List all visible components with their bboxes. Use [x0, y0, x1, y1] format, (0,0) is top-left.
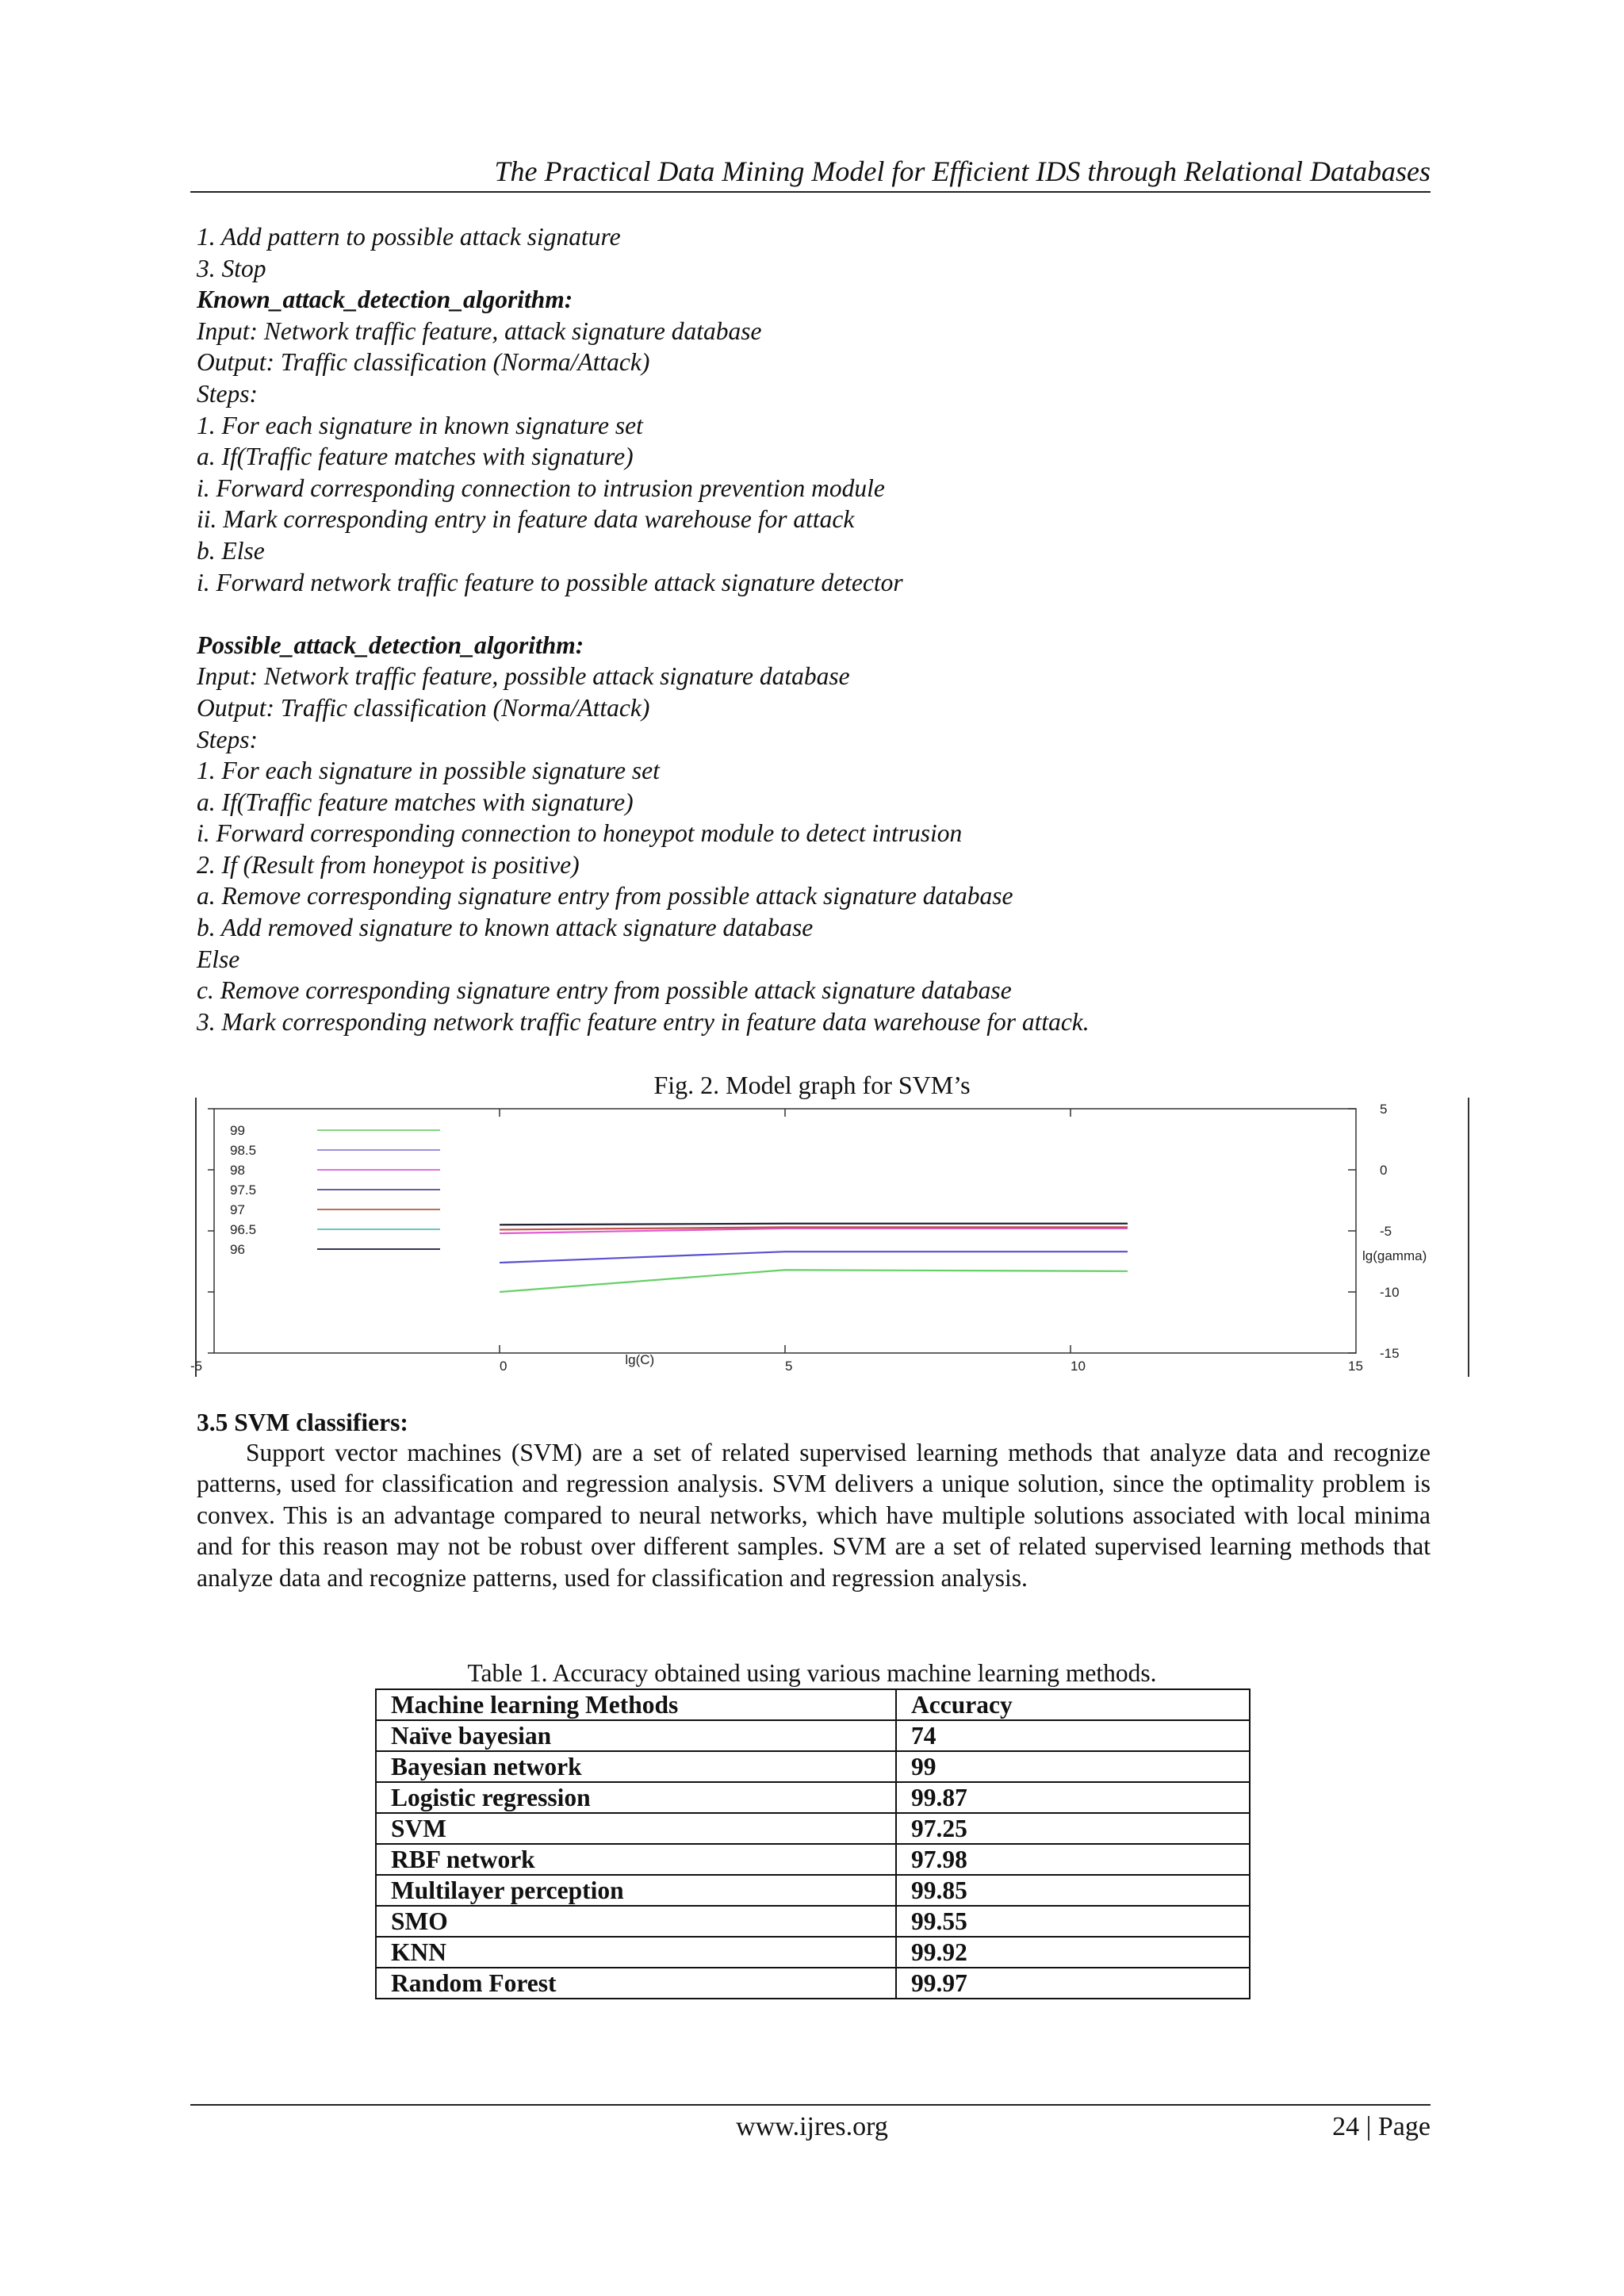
algorithm-line: a. If(Traffic feature matches with signature)	[197, 788, 634, 816]
algorithm-line: Else	[197, 945, 240, 973]
section-heading: 3.5 SVM classifiers:	[197, 1409, 408, 1436]
table-row	[376, 1875, 1250, 1906]
y-axis-label: lg(gamma)	[1362, 1248, 1427, 1263]
svm-model-chart-svg	[182, 1098, 1475, 1379]
algorithm-line: 3. Mark corresponding network traffic feature entry in feature data warehouse for attack.	[197, 1007, 1090, 1036]
accuracy-cell: 99	[896, 1751, 1250, 1782]
y-tick-label: 0	[1380, 1163, 1388, 1178]
table-row	[376, 1720, 1250, 1751]
running-header: The Practical Data Mining Model for Efficient IDS through Relational Databases	[494, 155, 1431, 187]
method-cell: Random Forest	[376, 1968, 896, 1999]
algorithm-line: Input: Network traffic feature, possible attack signature database	[197, 662, 850, 691]
legend-label: 96	[230, 1242, 245, 1257]
legend-label: 96.5	[230, 1222, 257, 1237]
accuracy-cell: 99.85	[896, 1875, 1250, 1906]
y-tick-label: 5	[1380, 1102, 1388, 1117]
legend-label: 97.5	[230, 1182, 257, 1198]
algorithm-line: 1. For each signature in known signature set	[197, 411, 643, 439]
figure-caption: Fig. 2. Model graph for SVM’s	[653, 1071, 971, 1099]
method-cell: KNN	[376, 1937, 896, 1968]
table-caption: Table 1. Accuracy obtained using various machine learning methods.	[467, 1659, 1157, 1687]
algorithm-line: a. Remove corresponding signature entry from possible attack signature database	[197, 882, 1013, 910]
legend-label: 98.5	[230, 1143, 257, 1158]
algorithm-line: c. Remove corresponding signature entry from possible attack signature database	[197, 976, 1012, 1005]
algorithm-line: Steps:	[197, 725, 258, 753]
y-tick-label: -5	[1380, 1224, 1392, 1239]
x-tick-label: 10	[1071, 1359, 1086, 1374]
table-row	[376, 1782, 1250, 1813]
blank-line	[197, 598, 1434, 630]
table-row	[376, 1968, 1250, 1999]
algorithm-line: Output: Traffic classification (Norma/Attack)	[197, 348, 650, 377]
table-header-row	[376, 1689, 1250, 1720]
accuracy-cell: 99.92	[896, 1937, 1250, 1968]
table-header-cell: Accuracy	[896, 1689, 1250, 1720]
method-cell: SVM	[376, 1813, 896, 1844]
known-algorithm-title: Known_attack_detection_algorithm:	[197, 286, 573, 314]
x-tick-label: 0	[500, 1359, 508, 1374]
footer-page-number: 24 | Page	[1332, 2112, 1431, 2141]
algorithm-line: ii. Mark corresponding entry in feature data warehouse for attack	[197, 505, 855, 534]
algorithm-line: b. Add removed signature to known attack signature database	[197, 914, 814, 942]
table-row	[376, 1813, 1250, 1844]
algorithm-line: i. Forward corresponding connection to honeypot module to detect intrusion	[197, 819, 963, 848]
table-row	[376, 1751, 1250, 1782]
algorithm-line: i. Forward corresponding connection to intrusion prevention module	[197, 473, 885, 502]
x-tick-label: -5	[190, 1359, 203, 1374]
algorithm-line: 1. For each signature in possible signature set	[197, 757, 660, 785]
method-cell: Logistic regression	[376, 1782, 896, 1813]
algorithm-line: Output: Traffic classification (Norma/Attack)	[197, 693, 650, 722]
accuracy-cell: 99.55	[896, 1906, 1250, 1937]
possible-algorithm-title: Possible_attack_detection_algorithm:	[197, 631, 584, 659]
method-cell: RBF network	[376, 1844, 896, 1875]
algorithm-line: Input: Network traffic feature, attack signature database	[197, 316, 762, 345]
algorithm-listing	[197, 221, 1434, 1037]
accuracy-cell: 97.25	[896, 1813, 1250, 1844]
algorithm-line: i. Forward network traffic feature to possible attack signature detector	[197, 568, 903, 596]
method-cell: Bayesian network	[376, 1751, 896, 1782]
algorithm-line: 3. Stop	[197, 254, 266, 282]
y-tick-label: -10	[1380, 1285, 1400, 1300]
method-cell: Naïve bayesian	[376, 1720, 896, 1751]
table-header-cell: Machine learning Methods	[376, 1689, 896, 1720]
y-tick-label: -15	[1380, 1346, 1400, 1361]
section-paragraph: Support vector machines (SVM) are a set of related supervised learning methods that analyze data and recognize patterns, used for classification and regression analysis. SVM delivers a unique solution, since the optimality problem is convex. This is an advantage compared to neural networks, which have multiple solutions associated with local minima and for this reason may not be robust over different samples. SVM are a set of related supervised learning methods that analyze data and recognize patterns, used for classification and regression analysis.	[197, 1439, 1431, 1592]
legend-label: 98	[230, 1163, 245, 1178]
x-tick-label: 5	[785, 1359, 793, 1374]
table-row	[376, 1937, 1250, 1968]
accuracy-cell: 99.97	[896, 1968, 1250, 1999]
accuracy-cell: 99.87	[896, 1782, 1250, 1813]
algorithm-line: Steps:	[197, 379, 258, 408]
algorithm-line: a. If(Traffic feature matches with signature)	[197, 443, 634, 471]
legend-label: 97	[230, 1202, 245, 1217]
x-tick-label: 15	[1348, 1359, 1363, 1374]
svm-model-chart	[182, 1098, 1475, 1379]
algorithm-line: 2. If (Result from honeypot is positive)	[197, 850, 580, 879]
plot-frame	[214, 1109, 1356, 1353]
table-row	[376, 1844, 1250, 1875]
accuracy-cell: 97.98	[896, 1844, 1250, 1875]
footer-url: www.ijres.org	[736, 2112, 888, 2141]
method-cell: Multilayer perception	[376, 1875, 896, 1906]
method-cell: SMO	[376, 1906, 896, 1937]
algorithm-line: 1. Add pattern to possible attack signature	[197, 223, 621, 251]
table-row	[376, 1906, 1250, 1937]
legend-label: 99	[230, 1123, 245, 1138]
algorithm-line: b. Else	[197, 536, 265, 565]
x-axis-label: lg(C)	[625, 1352, 655, 1367]
accuracy-table	[375, 1688, 1251, 1999]
accuracy-cell: 74	[896, 1720, 1250, 1751]
footer-rule	[190, 2104, 1431, 2106]
header-rule	[190, 191, 1431, 193]
